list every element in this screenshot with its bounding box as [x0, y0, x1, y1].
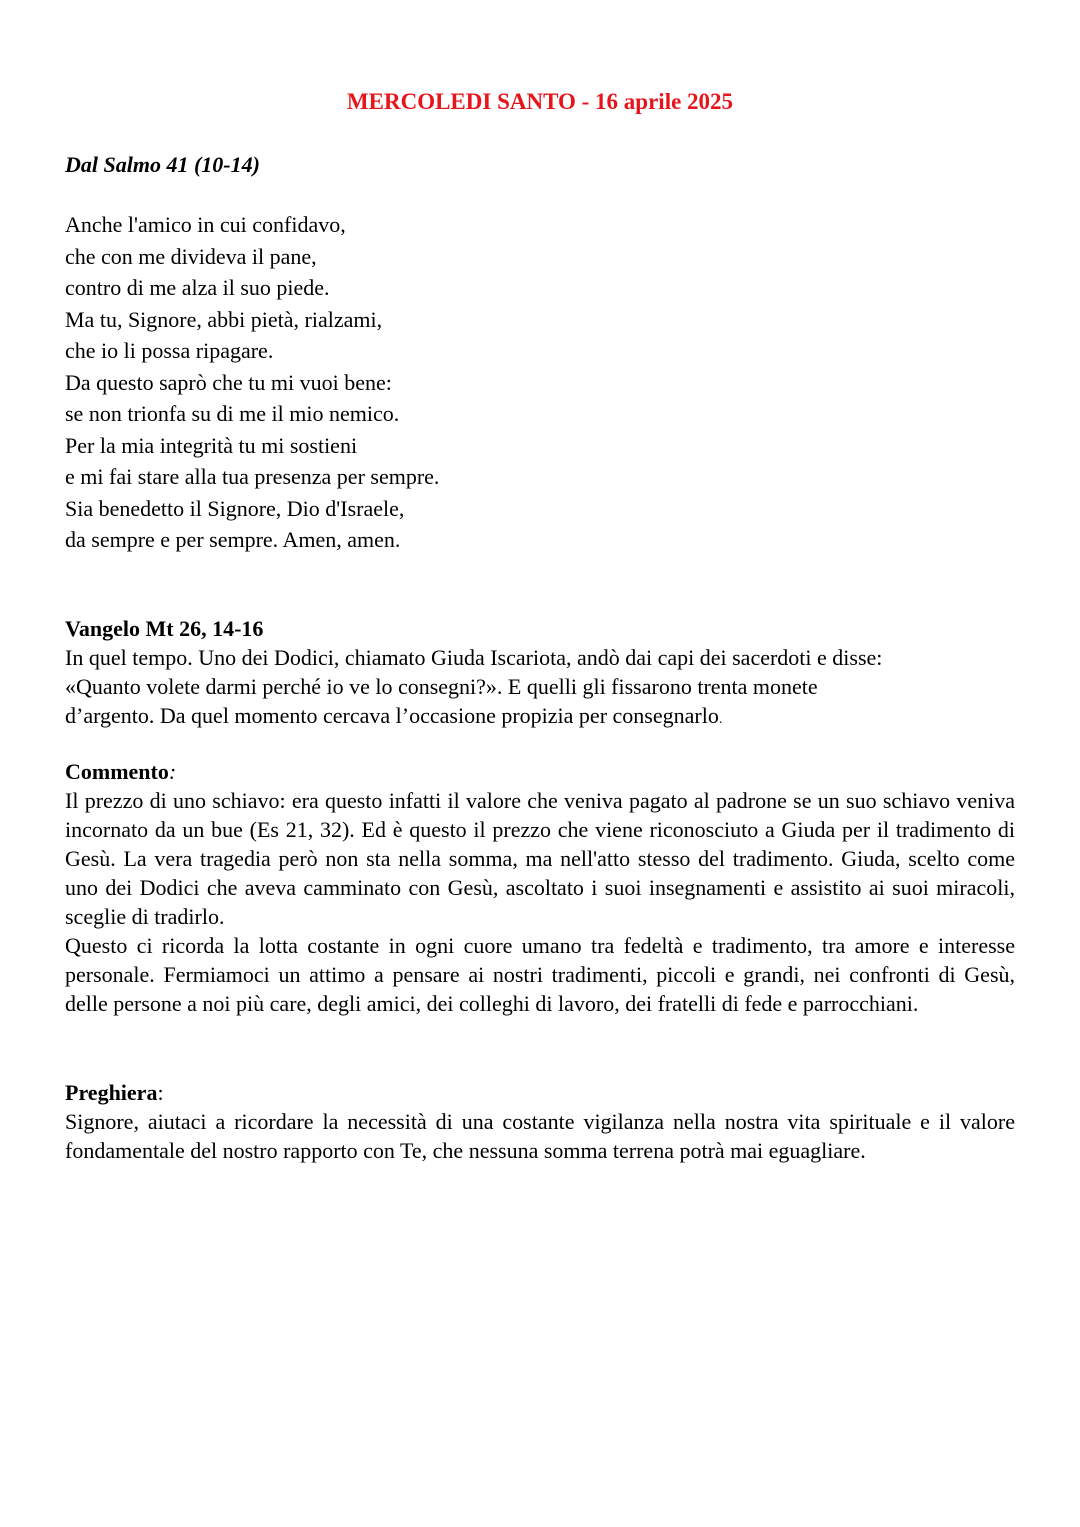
psalm-line: Da questo saprò che tu mi vuoi bene: — [65, 369, 392, 395]
prayer-heading-colon: : — [157, 1080, 164, 1105]
psalm-line: Ma tu, Signore, abbi pietà, rialzami, — [65, 306, 383, 332]
psalm-line: che io li possa ripagare. — [65, 338, 274, 363]
prayer-text: Signore, aiutaci a ricordare la necessità di una costante vigilanza nella nostra vita spirituale e il valore fondamentale del nostro rapporto con Te, che nessuna somma terrena potrà mai eguagliare. — [65, 1109, 1015, 1163]
comment-paragraph: Il prezzo di uno schiavo: era questo infatti il valore che veniva pagato al padrone se un suo schiavo veniva incornato da un bue (Es 21, 32). Ed è questo il prezzo che viene riconosciuto a Giuda per il tradimento di Gesù. La vera tragedia però non sta nella somma, ma nell'atto stesso del tradimento. Giuda, scelto come uno dei Dodici che aveva camminato con Gesù, ascoltato i suoi insegnamenti e assistito ai suoi miracoli, sceglie di tradirlo. — [65, 788, 1015, 929]
psalm-line: e mi fai stare alla tua presenza per sempre. — [65, 464, 440, 489]
psalm-reference: Dal Salmo 41 (10-14) — [65, 152, 260, 177]
psalm-text — [65, 209, 439, 556]
page-title: MERCOLEDI SANTO - 16 aprile 2025 — [346, 89, 734, 114]
gospel-final-period: . — [718, 712, 723, 727]
psalm-line: Anche l'amico in cui confidavo, — [65, 212, 346, 237]
comment-heading-label: Commento — [65, 759, 169, 784]
psalm-line: se non trionfa su di me il mio nemico. — [65, 401, 400, 426]
gospel-heading: Vangelo Mt 26, 14-16 — [65, 616, 264, 641]
psalm-line: da sempre e per sempre. Amen, amen. — [65, 527, 401, 552]
psalm-line: Per la mia integrità tu mi sostieni — [65, 432, 358, 458]
prayer-heading — [65, 1078, 1015, 1107]
psalm-line: contro di me alza il suo piede. — [65, 275, 330, 300]
prayer-section — [65, 1078, 1015, 1165]
gospel-section — [65, 614, 1015, 734]
comment-section — [65, 757, 1015, 1018]
comment-heading-colon: : — [168, 759, 177, 784]
gospel-line: «Quanto volete darmi perché io ve lo consegni?». E quelli gli fissarono trenta monete — [65, 674, 818, 699]
gospel-line — [65, 701, 1015, 734]
psalm-line: che con me divideva il pane, — [65, 243, 317, 269]
gospel-line: In quel tempo. Uno dei Dodici, chiamato Giuda Iscariota, andò dai capi dei sacerdoti e disse: — [65, 645, 883, 670]
comment-paragraph: Questo ci ricorda la lotta costante in ogni cuore umano tra fedeltà e tradimento, tra amore e interesse personale. Fermiamoci un attimo a pensare ai nostri tradimenti, piccoli e grandi, nei confronti di Gesù, delle persone a noi più care, degli amici, dei colleghi di lavoro, dei fratelli di fede e parrocchiani. — [65, 933, 1015, 1016]
comment-heading — [65, 757, 1015, 786]
gospel-line-text: d’argento. Da quel momento cercava l’occasione propizia per consegnarlo — [65, 703, 719, 728]
prayer-heading-label: Preghiera — [65, 1080, 158, 1105]
psalm-line: Sia benedetto il Signore, Dio d'Israele, — [65, 495, 405, 521]
